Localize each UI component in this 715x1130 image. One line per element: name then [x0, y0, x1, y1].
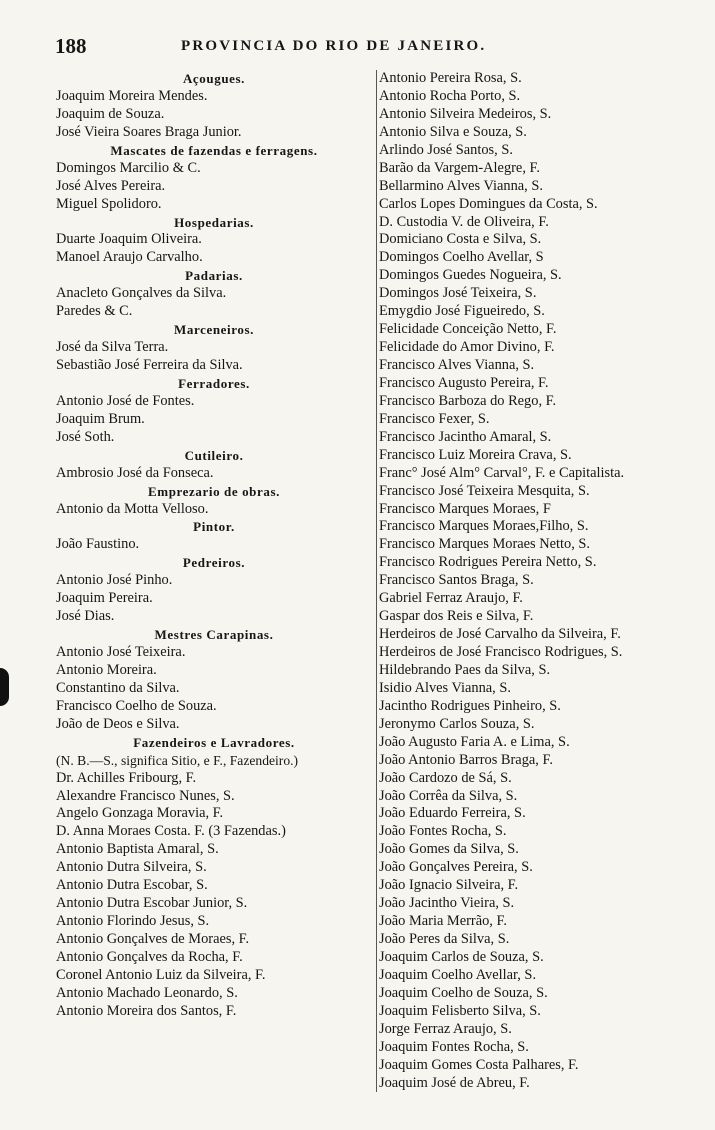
directory-entry: Joaquim José de Abreu, F. [379, 1074, 530, 1091]
section-heading: Açougues. [182, 71, 246, 86]
directory-entry: Gaspar dos Reis e Silva, F. [379, 608, 534, 625]
directory-entry: Hildebrando Paes da Silva, S. [379, 661, 551, 678]
directory-entry: Joaquim Fontes Rocha, S. [379, 1038, 529, 1055]
section-heading: Mestres Carapinas. [154, 627, 274, 643]
directory-entry: João Gonçalves Pereira, S. [379, 859, 533, 876]
directory-entry: João Maria Merrão, F. [379, 913, 507, 930]
directory-entry: Gabriel Ferraz Araujo, F. [379, 590, 523, 607]
directory-entry: João Faustino. [56, 536, 140, 553]
directory-entry: Francisco Marques Moraes,Filho, S. [379, 518, 589, 535]
page-header [55, 34, 565, 60]
directory-entry: Herdeiros de José Francisco Rodrigues, S. [379, 644, 623, 660]
directory-entry: Antonio José Teixeira. [56, 644, 186, 660]
section-heading: Padarias. [185, 268, 243, 284]
directory-entry: Herdeiros de José Carvalho da Silveira, F. [379, 626, 621, 643]
directory-entry: João Ignacio Silveira, F. [379, 877, 519, 894]
directory-entry: João Eduardo Ferreira, S. [379, 805, 526, 822]
directory-entry: Antonio da Motta Velloso. [56, 500, 209, 517]
directory-entry: Bellarmino Alves Vianna, S. [379, 177, 543, 194]
directory-entry: Barão da Vargem-Alegre, F. [379, 159, 540, 176]
directory-entry: Antonio José de Fontes. [56, 392, 195, 409]
directory-entry: Francisco Rodrigues Pereira Netto, S. [379, 554, 597, 571]
right-column [376, 70, 709, 1092]
directory-entry: Miguel Spolidoro. [56, 195, 162, 212]
section-heading: Hospedarias. [174, 214, 254, 230]
directory-entry: José Vieira Soares Braga Junior. [56, 123, 242, 140]
directory-entry: Antonio Rocha Porto, S. [379, 87, 521, 104]
directory-entry: Francisco Augusto Pereira, F. [379, 374, 549, 391]
directory-entry: João de Deos e Silva. [56, 715, 180, 732]
running-title: PROVINCIA DO RIO DE JANEIRO. [181, 38, 487, 54]
directory-entry: Antonio Silva e Souza, S. [379, 123, 527, 140]
directory-entry: Jeronymo Carlos Souza, S. [379, 715, 535, 732]
directory-entry: Joaquim de Souza. [56, 105, 165, 122]
directory-entry: Franc° José Alm° Carval°, F. e Capitalista. [379, 464, 625, 481]
directory-entry: Emygdio José Figueiredo, S. [379, 303, 545, 320]
directory-entry: Alexandre Francisco Nunes, S. [56, 787, 235, 804]
directory-entry: Joaquim Coelho de Souza, S. [379, 984, 548, 1001]
directory-entry: Antonio Pereira Rosa, S. [379, 70, 522, 86]
directory-entry: José Soth. [56, 428, 115, 445]
directory-entry: Sebastião José Ferreira da Silva. [56, 357, 243, 373]
section-heading: Pintor. [193, 519, 235, 535]
directory-entry: João Peres da Silva, S. [379, 931, 510, 947]
directory-entry: Antonio José Pinho. [56, 572, 173, 589]
page-number: 188 [55, 34, 87, 58]
directory-entry: Francisco Jacintho Amaral, S. [379, 428, 552, 445]
directory-entry: Jacintho Rodrigues Pinheiro, S. [379, 697, 561, 714]
directory-entry: Domingos Marcilio & C. [56, 159, 201, 176]
directory-entry: Ambrosio José da Fonseca. [56, 464, 214, 481]
directory-entry: Carlos Lopes Domingues da Costa, S. [379, 195, 598, 212]
directory-entry: Antonio Moreira. [56, 661, 157, 678]
binding-mark [0, 668, 9, 706]
directory-entry: Angelo Gonzaga Moravia, F. [56, 805, 224, 822]
section-heading: Fazendeiros e Lavradores. [133, 734, 295, 750]
directory-entry: José da Silva Terra. [56, 339, 169, 356]
section-heading: Ferradores. [178, 375, 250, 391]
directory-entry: D. Custodia V. de Oliveira, F. [379, 213, 549, 230]
legend-note: (N. B.—S., significa Sitio, e F., Fazendeiro.) [56, 752, 299, 768]
section-heading: Pedreiros. [182, 555, 246, 571]
directory-entry: Manoel Araujo Carvalho. [56, 249, 203, 266]
directory-entry: Joaquim Coelho Avellar, S. [379, 966, 537, 983]
directory-entry: Joaquim Gomes Costa Palhares, F. [379, 1056, 579, 1073]
directory-entry: Antonio Florindo Jesus, S. [56, 913, 210, 930]
directory-entry: Joaquim Moreira Mendes. [56, 87, 208, 104]
directory-entry: Antonio Gonçalves da Rocha, F. [56, 948, 243, 965]
directory-entry: Dr. Achilles Fribourg, F. [56, 769, 197, 786]
directory-entry: João Augusto Faria A. e Lima, S. [379, 733, 570, 750]
directory-entry: Felicidade do Amor Divino, F. [379, 339, 555, 356]
directory-entry: Domingos José Teixeira, S. [379, 285, 537, 302]
directory-entry: Francisco Santos Braga, S. [379, 572, 534, 589]
directory-entry: Francisco Alves Vianna, S. [379, 357, 535, 373]
directory-entry: Antonio Dutra Silveira, S. [56, 859, 207, 876]
directory-entry: José Dias. [56, 608, 115, 625]
directory-entry: João Antonio Barros Braga, F. [379, 751, 553, 768]
directory-entry: Francisco Coelho de Souza. [56, 697, 217, 714]
directory-entry: Joaquim Felisberto Silva, S. [379, 1002, 541, 1019]
section-heading: Mascates de fazendas e ferragens. [110, 142, 318, 158]
directory-entry: Antonio Moreira dos Santos, F. [56, 1002, 237, 1019]
left-column [56, 70, 372, 1021]
directory-entry: Antonio Gonçalves de Moraes, F. [56, 931, 250, 947]
directory-entry: Felicidade Conceição Netto, F. [379, 321, 557, 338]
directory-entry: Domingos Coelho Avellar, S [379, 249, 544, 266]
directory-entry: Antonio Dutra Escobar, S. [56, 877, 208, 894]
directory-entry: Francisco Fexer, S. [379, 410, 490, 427]
directory-entry: Francisco José Teixeira Mesquita, S. [379, 482, 590, 499]
directory-entry: Domiciano Costa e Silva, S. [379, 231, 542, 248]
directory-entry: Domingos Guedes Nogueira, S. [379, 267, 562, 284]
directory-entry: Joaquim Pereira. [56, 590, 153, 607]
directory-entry: Francisco Barboza do Rego, F. [379, 392, 557, 409]
directory-entry: João Gomes da Silva, S. [379, 841, 519, 858]
section-heading: Emprezario de obras. [148, 483, 280, 499]
directory-entry: Anacleto Gonçalves da Silva. [56, 285, 227, 302]
directory-entry: Francisco Marques Moraes Netto, S. [379, 536, 591, 553]
directory-entry: D. Anna Moraes Costa. F. (3 Fazendas.) [56, 823, 286, 840]
directory-entry: Antonio Baptista Amaral, S. [56, 841, 219, 858]
directory-entry: Joaquim Brum. [56, 410, 145, 427]
section-heading: Marceneiros. [173, 322, 254, 338]
directory-entry: Francisco Luiz Moreira Crava, S. [379, 446, 572, 463]
directory-entry: Joaquim Carlos de Souza, S. [379, 948, 544, 965]
directory-entry: João Fontes Rocha, S. [379, 823, 507, 840]
directory-entry: Isidio Alves Vianna, S. [379, 679, 511, 696]
directory-entry: Antonio Dutra Escobar Junior, S. [56, 895, 248, 912]
directory-entry: Duarte Joaquim Oliveira. [56, 231, 202, 248]
directory-entry: Antonio Machado Leonardo, S. [56, 984, 238, 1001]
directory-entry: Paredes & C. [56, 303, 133, 320]
directory-entry: Coronel Antonio Luiz da Silveira, F. [56, 966, 266, 983]
directory-entry: João Jacintho Vieira, S. [379, 895, 515, 912]
directory-entry: Arlindo José Santos, S. [379, 141, 513, 158]
section-heading: Cutileiro. [184, 447, 244, 463]
directory-entry: João Cardozo de Sá, S. [379, 769, 512, 786]
directory-entry: José Alves Pereira. [56, 177, 166, 194]
directory-entry: Francisco Marques Moraes, F [379, 500, 551, 517]
directory-entry: João Corrêa da Silva, S. [379, 787, 518, 804]
directory-entry: Antonio Silveira Medeiros, S. [379, 105, 552, 122]
directory-entry: Jorge Ferraz Araujo, S. [379, 1020, 512, 1037]
directory-entry: Constantino da Silva. [56, 679, 180, 696]
